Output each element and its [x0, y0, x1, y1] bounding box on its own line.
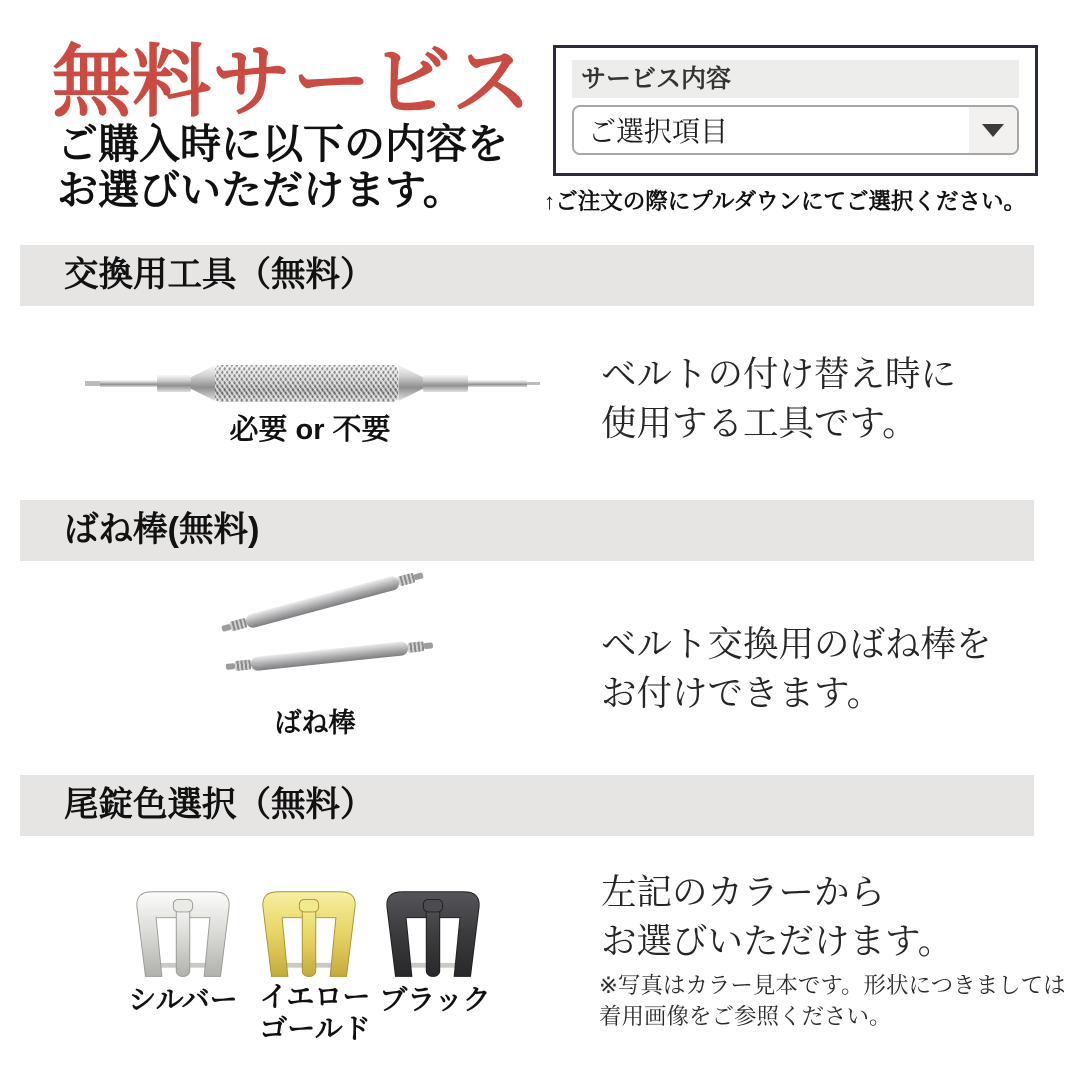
spring-bar-description-line-2: お付けできます。: [601, 673, 883, 713]
spring-bar-tool-image: [85, 360, 540, 406]
buckle-label-black: ブラック: [379, 984, 491, 1015]
subtitle-line-1: ご購入時に以下の内容を: [57, 121, 508, 167]
service-dropdown[interactable]: [572, 105, 1019, 155]
tool-description-line-1: ベルトの付け替え時に: [601, 354, 957, 394]
buckle-description: [601, 868, 953, 966]
buckle-description-line-2: お選びいただけます。: [601, 921, 954, 961]
service-selection-box: [553, 45, 1038, 176]
service-dropdown-value: ご選択項目: [588, 116, 729, 147]
section-header-exchange-tool: 交換用工具（無料）: [20, 245, 1034, 306]
spring-bar-description-line-1: ベルト交換用のばね棒を: [601, 624, 992, 664]
tool-caption: 必要 or 不要: [229, 414, 391, 446]
buckle-description-line-1: 左記のカラーから: [601, 872, 886, 912]
buckle-note-line-1: ※写真はカラー見本です。形状につきましては: [599, 973, 1066, 998]
buckle-label-silver: シルバー: [128, 984, 238, 1015]
service-box-label: サービス内容: [572, 60, 1019, 98]
section-header-spring-bars: ばね棒(無料): [20, 500, 1034, 561]
tool-pin-tip: [527, 382, 540, 385]
buckle-note-line-2: 着用画像をご参照ください。: [599, 1004, 892, 1029]
spring-bar-description: [601, 620, 992, 718]
section-header-buckle-color: 尾錠色選択（無料）: [20, 775, 1034, 836]
buckle-yellow-gold-image: [259, 888, 359, 982]
buckle-note: [599, 970, 1066, 1032]
spring-bar-image: [225, 638, 433, 674]
spring-bar-caption: ばね棒: [274, 708, 356, 738]
tool-description: [601, 350, 956, 448]
page-title: 無料サービス: [52, 37, 532, 126]
subtitle-line-2: お選びいただけます。: [57, 167, 464, 213]
buckle-label-yellow-gold: イエロー ゴールド: [259, 981, 371, 1044]
tool-fork-tip: [85, 381, 100, 386]
chevron-down-icon: [982, 124, 1004, 137]
tool-description-line-2: 使用する工具です。: [601, 403, 918, 443]
spring-bar-image: [220, 568, 425, 635]
tool-knurled-grip: [215, 365, 398, 402]
buckle-black-image: [383, 888, 483, 982]
dropdown-arrow-zone[interactable]: [969, 107, 1017, 153]
page-subtitle: [57, 121, 508, 213]
buckle-silver-image: [133, 888, 233, 982]
service-instruction: ↑ご注文の際にプルダウンにてご選択ください。: [544, 189, 1026, 214]
